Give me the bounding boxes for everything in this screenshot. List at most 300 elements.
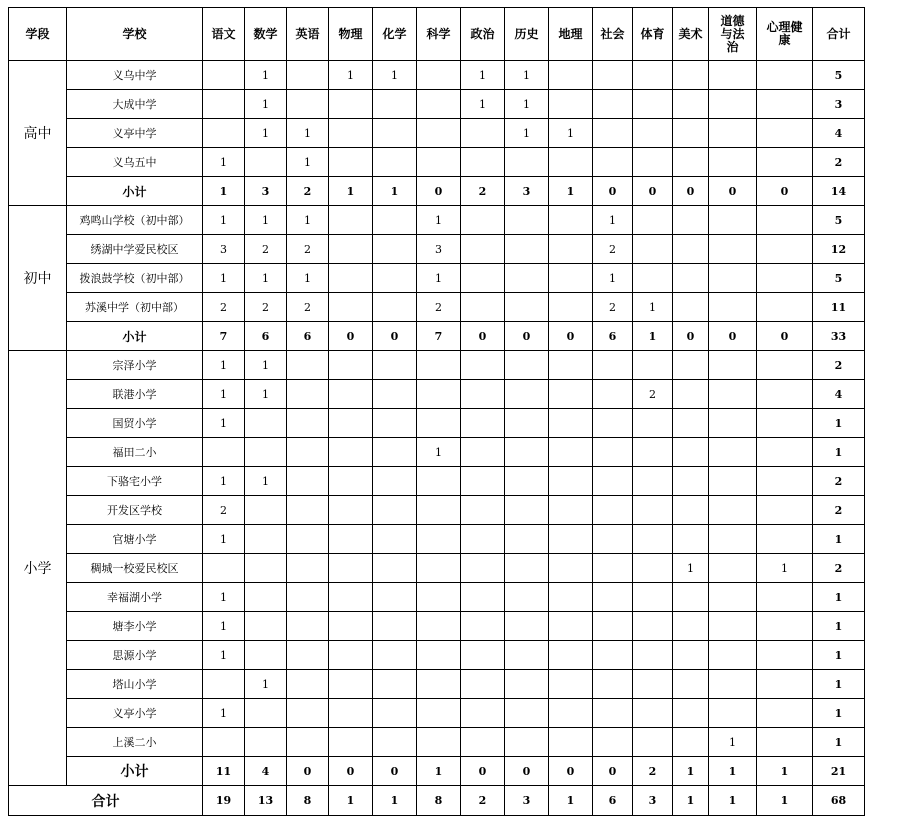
count-cell xyxy=(329,438,373,467)
header-total: 合计 xyxy=(813,8,865,61)
school-name: 义乌五中 xyxy=(67,148,203,177)
count-cell xyxy=(593,90,633,119)
grand-total-cell: 1 xyxy=(329,786,373,816)
count-cell xyxy=(593,554,633,583)
count-cell xyxy=(757,641,813,670)
count-cell: 1 xyxy=(203,264,245,293)
subtotal-cell: 1 xyxy=(417,757,461,786)
count-cell xyxy=(593,409,633,438)
count-cell xyxy=(461,235,505,264)
count-cell xyxy=(461,554,505,583)
count-cell xyxy=(461,583,505,612)
count-cell xyxy=(329,554,373,583)
count-cell xyxy=(633,641,673,670)
count-cell xyxy=(287,612,329,641)
count-cell xyxy=(673,293,709,322)
school-name: 大成中学 xyxy=(67,90,203,119)
count-cell xyxy=(709,293,757,322)
count-cell xyxy=(287,467,329,496)
count-cell xyxy=(549,467,593,496)
count-cell xyxy=(373,293,417,322)
row-total-cell: 5 xyxy=(813,61,865,90)
count-cell xyxy=(757,438,813,467)
school-name: 义亭中学 xyxy=(67,119,203,148)
count-cell: 1 xyxy=(245,670,287,699)
count-cell xyxy=(549,583,593,612)
subtotal-cell: 0 xyxy=(633,177,673,206)
subtotal-cell: 1 xyxy=(673,757,709,786)
count-cell xyxy=(673,351,709,380)
count-cell xyxy=(593,525,633,554)
count-cell xyxy=(287,699,329,728)
subtotal-total-cell: 21 xyxy=(813,757,865,786)
count-cell xyxy=(673,699,709,728)
grand-total-cell: 2 xyxy=(461,786,505,816)
row-total-cell: 1 xyxy=(813,670,865,699)
row-total-cell: 1 xyxy=(813,438,865,467)
count-cell xyxy=(287,438,329,467)
count-cell xyxy=(549,554,593,583)
count-cell: 1 xyxy=(245,380,287,409)
count-cell xyxy=(633,554,673,583)
count-cell xyxy=(203,90,245,119)
count-cell xyxy=(373,525,417,554)
header-physics: 物理 xyxy=(329,8,373,61)
count-cell: 1 xyxy=(593,264,633,293)
count-cell xyxy=(549,670,593,699)
count-cell xyxy=(329,206,373,235)
count-cell xyxy=(203,119,245,148)
row-total-cell: 12 xyxy=(813,235,865,264)
count-cell xyxy=(287,670,329,699)
count-cell: 1 xyxy=(417,264,461,293)
subtotal-row xyxy=(9,177,865,206)
count-cell xyxy=(549,525,593,554)
school-name: 幸福湖小学 xyxy=(67,583,203,612)
count-cell xyxy=(417,641,461,670)
count-cell: 1 xyxy=(203,583,245,612)
count-cell xyxy=(329,235,373,264)
count-cell xyxy=(461,206,505,235)
count-cell xyxy=(633,206,673,235)
count-cell xyxy=(633,699,673,728)
count-cell xyxy=(245,409,287,438)
count-cell xyxy=(673,496,709,525)
school-name: 福田二小 xyxy=(67,438,203,467)
table-row xyxy=(9,235,865,264)
subtotal-cell: 0 xyxy=(549,322,593,351)
row-total-cell: 5 xyxy=(813,264,865,293)
count-cell: 1 xyxy=(461,61,505,90)
count-cell xyxy=(245,496,287,525)
count-cell xyxy=(505,612,549,641)
count-cell xyxy=(505,293,549,322)
count-cell: 1 xyxy=(673,554,709,583)
count-cell xyxy=(373,119,417,148)
count-cell xyxy=(633,438,673,467)
count-cell: 1 xyxy=(245,467,287,496)
count-cell xyxy=(673,235,709,264)
count-cell xyxy=(287,496,329,525)
count-cell xyxy=(505,467,549,496)
table-row xyxy=(9,148,865,177)
count-cell xyxy=(461,438,505,467)
count-cell xyxy=(709,699,757,728)
subtotal-cell: 0 xyxy=(373,322,417,351)
grand-total-cell: 19 xyxy=(203,786,245,816)
count-cell xyxy=(373,641,417,670)
header-mental-health: 心理健康 xyxy=(757,8,813,61)
subtotal-cell: 1 xyxy=(329,177,373,206)
count-cell xyxy=(549,699,593,728)
row-total-cell: 2 xyxy=(813,496,865,525)
count-cell xyxy=(417,380,461,409)
header-chinese: 语文 xyxy=(203,8,245,61)
count-cell xyxy=(757,699,813,728)
school-name: 塘李小学 xyxy=(67,612,203,641)
count-cell xyxy=(329,612,373,641)
subtotal-cell: 0 xyxy=(417,177,461,206)
subtotal-cell: 0 xyxy=(673,322,709,351)
count-cell xyxy=(549,612,593,641)
count-cell xyxy=(593,583,633,612)
school-name: 开发区学校 xyxy=(67,496,203,525)
count-cell: 1 xyxy=(709,728,757,757)
count-cell xyxy=(709,583,757,612)
count-cell xyxy=(505,148,549,177)
count-cell xyxy=(329,496,373,525)
count-cell xyxy=(757,148,813,177)
subtotal-cell: 0 xyxy=(593,757,633,786)
count-cell xyxy=(245,525,287,554)
grand-total-cell: 1 xyxy=(373,786,417,816)
count-cell xyxy=(757,380,813,409)
count-cell xyxy=(673,612,709,641)
table-body xyxy=(9,61,865,816)
subtotal-cell: 0 xyxy=(673,177,709,206)
header-history: 历史 xyxy=(505,8,549,61)
header-science: 科学 xyxy=(417,8,461,61)
count-cell xyxy=(633,496,673,525)
count-cell xyxy=(329,467,373,496)
count-cell xyxy=(549,90,593,119)
count-cell: 1 xyxy=(203,612,245,641)
count-cell xyxy=(245,438,287,467)
count-cell xyxy=(461,641,505,670)
grand-total-cell: 8 xyxy=(287,786,329,816)
count-cell xyxy=(505,728,549,757)
count-cell: 2 xyxy=(633,380,673,409)
count-cell xyxy=(709,409,757,438)
count-cell: 1 xyxy=(245,90,287,119)
count-cell xyxy=(373,496,417,525)
count-cell xyxy=(757,496,813,525)
school-name: 官塘小学 xyxy=(67,525,203,554)
count-cell xyxy=(633,264,673,293)
count-cell xyxy=(461,612,505,641)
count-cell xyxy=(245,583,287,612)
count-cell xyxy=(709,467,757,496)
count-cell xyxy=(245,148,287,177)
count-cell: 2 xyxy=(203,496,245,525)
grand-total-cell: 1 xyxy=(709,786,757,816)
count-cell xyxy=(593,119,633,148)
count-cell xyxy=(329,293,373,322)
subtotal-cell: 0 xyxy=(757,322,813,351)
count-cell xyxy=(505,206,549,235)
count-cell xyxy=(549,409,593,438)
count-cell xyxy=(417,525,461,554)
table-row xyxy=(9,728,865,757)
count-cell xyxy=(633,612,673,641)
count-cell xyxy=(461,670,505,699)
school-name: 宗泽小学 xyxy=(67,351,203,380)
table-row xyxy=(9,496,865,525)
count-cell xyxy=(505,525,549,554)
header-school: 学校 xyxy=(67,8,203,61)
header-art: 美术 xyxy=(673,8,709,61)
count-cell xyxy=(757,525,813,554)
row-total-cell: 1 xyxy=(813,612,865,641)
count-cell xyxy=(757,235,813,264)
table-row xyxy=(9,583,865,612)
count-cell xyxy=(417,61,461,90)
count-cell xyxy=(549,61,593,90)
header-society: 社会 xyxy=(593,8,633,61)
count-cell xyxy=(673,206,709,235)
count-cell xyxy=(461,293,505,322)
row-total-cell: 4 xyxy=(813,380,865,409)
count-cell xyxy=(245,641,287,670)
count-cell xyxy=(329,728,373,757)
subtotal-cell: 6 xyxy=(287,322,329,351)
count-cell xyxy=(373,467,417,496)
table-row xyxy=(9,61,865,90)
grand-total-sum-cell: 68 xyxy=(813,786,865,816)
count-cell: 1 xyxy=(461,90,505,119)
count-cell: 3 xyxy=(203,235,245,264)
table-row xyxy=(9,467,865,496)
count-cell xyxy=(373,583,417,612)
count-cell xyxy=(673,728,709,757)
count-cell xyxy=(633,61,673,90)
count-cell xyxy=(709,641,757,670)
count-cell xyxy=(757,467,813,496)
count-cell: 1 xyxy=(329,61,373,90)
subtotal-row xyxy=(9,757,865,786)
header-geography: 地理 xyxy=(549,8,593,61)
subtotal-cell: 1 xyxy=(709,757,757,786)
subtotal-cell: 0 xyxy=(461,322,505,351)
count-cell xyxy=(417,583,461,612)
count-cell xyxy=(673,148,709,177)
count-cell xyxy=(757,583,813,612)
row-total-cell: 3 xyxy=(813,90,865,119)
count-cell xyxy=(593,699,633,728)
subtotal-cell: 2 xyxy=(287,177,329,206)
count-cell xyxy=(757,293,813,322)
count-cell: 1 xyxy=(245,61,287,90)
count-cell: 1 xyxy=(373,61,417,90)
count-cell: 2 xyxy=(417,293,461,322)
count-cell xyxy=(417,728,461,757)
count-cell xyxy=(373,670,417,699)
count-cell xyxy=(633,235,673,264)
count-cell xyxy=(549,351,593,380)
table-row xyxy=(9,119,865,148)
count-cell xyxy=(709,670,757,699)
count-cell xyxy=(757,119,813,148)
row-total-cell: 1 xyxy=(813,699,865,728)
count-cell xyxy=(373,380,417,409)
count-cell: 1 xyxy=(203,380,245,409)
table-row xyxy=(9,409,865,438)
count-cell xyxy=(757,728,813,757)
table-row xyxy=(9,293,865,322)
count-cell xyxy=(329,699,373,728)
school-name: 绣湖中学爱民校区 xyxy=(67,235,203,264)
row-total-cell: 1 xyxy=(813,728,865,757)
count-cell: 1 xyxy=(245,351,287,380)
header-chemistry: 化学 xyxy=(373,8,417,61)
count-cell xyxy=(373,554,417,583)
count-cell xyxy=(203,61,245,90)
subtotal-cell: 4 xyxy=(245,757,287,786)
count-cell: 1 xyxy=(203,641,245,670)
count-cell xyxy=(709,438,757,467)
subtotal-cell: 0 xyxy=(709,177,757,206)
school-name: 思源小学 xyxy=(67,641,203,670)
count-cell xyxy=(505,670,549,699)
count-cell xyxy=(633,148,673,177)
count-cell xyxy=(709,525,757,554)
count-cell: 3 xyxy=(417,235,461,264)
subtotal-cell: 2 xyxy=(461,177,505,206)
subtotal-cell: 1 xyxy=(203,177,245,206)
subtotal-label: 小计 xyxy=(67,757,203,786)
count-cell xyxy=(673,438,709,467)
subtotal-cell: 0 xyxy=(329,757,373,786)
count-cell: 1 xyxy=(287,119,329,148)
count-cell xyxy=(709,612,757,641)
count-cell xyxy=(329,148,373,177)
count-cell: 1 xyxy=(633,293,673,322)
subtotal-cell: 6 xyxy=(245,322,287,351)
count-cell: 1 xyxy=(505,119,549,148)
count-cell: 2 xyxy=(203,293,245,322)
count-cell xyxy=(673,61,709,90)
stage-label: 初中 xyxy=(9,206,67,351)
count-cell xyxy=(757,409,813,438)
staffing-table xyxy=(8,7,865,816)
count-cell xyxy=(709,264,757,293)
count-cell: 2 xyxy=(593,235,633,264)
count-cell xyxy=(329,583,373,612)
count-cell: 1 xyxy=(203,467,245,496)
school-name: 国贸小学 xyxy=(67,409,203,438)
count-cell xyxy=(373,264,417,293)
school-name: 下骆宅小学 xyxy=(67,467,203,496)
school-name: 拨浪鼓学校（初中部） xyxy=(67,264,203,293)
subtotal-cell: 3 xyxy=(505,177,549,206)
count-cell: 1 xyxy=(203,525,245,554)
count-cell xyxy=(287,409,329,438)
count-cell xyxy=(329,525,373,554)
row-total-cell: 5 xyxy=(813,206,865,235)
count-cell xyxy=(633,467,673,496)
count-cell xyxy=(287,641,329,670)
count-cell xyxy=(709,496,757,525)
count-cell xyxy=(673,119,709,148)
school-name: 义乌中学 xyxy=(67,61,203,90)
count-cell: 1 xyxy=(417,438,461,467)
count-cell xyxy=(633,119,673,148)
count-cell xyxy=(329,409,373,438)
school-name: 塔山小学 xyxy=(67,670,203,699)
grand-total-label: 合计 xyxy=(9,786,203,816)
count-cell xyxy=(373,612,417,641)
count-cell: 2 xyxy=(245,235,287,264)
count-cell xyxy=(373,699,417,728)
count-cell xyxy=(461,351,505,380)
count-cell xyxy=(287,61,329,90)
count-cell xyxy=(373,351,417,380)
subtotal-cell: 1 xyxy=(757,757,813,786)
school-name: 苏溪中学（初中部） xyxy=(67,293,203,322)
count-cell xyxy=(287,583,329,612)
count-cell xyxy=(549,206,593,235)
count-cell xyxy=(593,728,633,757)
count-cell: 1 xyxy=(245,264,287,293)
school-name: 上溪二小 xyxy=(67,728,203,757)
row-total-cell: 2 xyxy=(813,148,865,177)
count-cell xyxy=(287,525,329,554)
count-cell xyxy=(287,90,329,119)
count-cell xyxy=(373,438,417,467)
subtotal-cell: 0 xyxy=(287,757,329,786)
count-cell xyxy=(373,206,417,235)
count-cell xyxy=(329,641,373,670)
count-cell: 1 xyxy=(203,148,245,177)
count-cell xyxy=(593,467,633,496)
table-row xyxy=(9,438,865,467)
count-cell xyxy=(633,728,673,757)
table-row xyxy=(9,699,865,728)
header-english: 英语 xyxy=(287,8,329,61)
count-cell: 1 xyxy=(245,119,287,148)
count-cell: 1 xyxy=(505,61,549,90)
count-cell xyxy=(461,496,505,525)
subtotal-total-cell: 14 xyxy=(813,177,865,206)
subtotal-cell: 0 xyxy=(593,177,633,206)
count-cell xyxy=(757,61,813,90)
count-cell xyxy=(709,554,757,583)
table-row xyxy=(9,206,865,235)
count-cell xyxy=(373,148,417,177)
count-cell xyxy=(417,351,461,380)
count-cell xyxy=(757,351,813,380)
count-cell xyxy=(549,235,593,264)
subtotal-cell: 0 xyxy=(373,757,417,786)
header-stage: 学段 xyxy=(9,8,67,61)
count-cell xyxy=(203,438,245,467)
count-cell xyxy=(287,380,329,409)
header-morality-law: 道德与法治 xyxy=(709,8,757,61)
count-cell xyxy=(461,148,505,177)
count-cell xyxy=(673,264,709,293)
table-row xyxy=(9,554,865,583)
count-cell xyxy=(593,670,633,699)
